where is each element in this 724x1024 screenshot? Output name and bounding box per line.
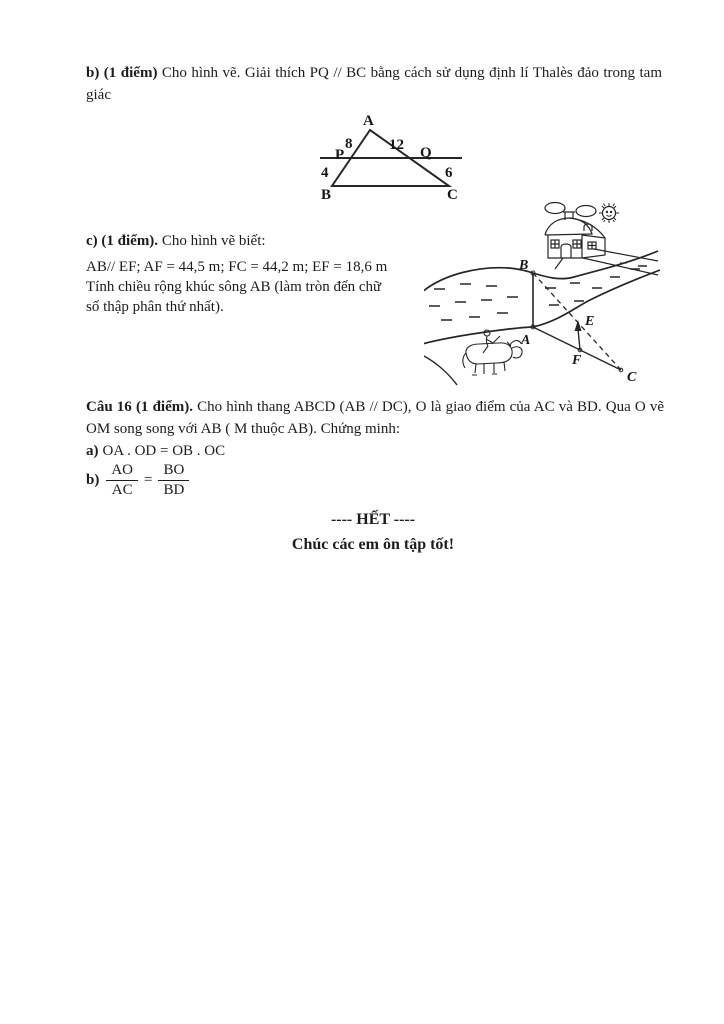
equals-sign: = [144, 472, 153, 488]
section-c-heading-rest: Cho hình vẽ biết: [158, 233, 266, 249]
section-c-line2: Tính chiều rộng khúc sông AB (làm tròn đến chữ [86, 279, 382, 295]
cau16-label: Câu 16 (1 điểm). [86, 399, 193, 415]
fraction2-numerator: BO [158, 462, 189, 481]
segment-fe [578, 329, 580, 350]
house-door [561, 244, 571, 258]
footer-het: ---- HẾT ---- [330, 511, 416, 528]
fraction1-denominator: AC [111, 482, 133, 498]
triangle-label-a: A [363, 113, 374, 129]
arrowhead-e [575, 320, 582, 331]
river-near-bank [424, 270, 660, 344]
triangle-figure [316, 108, 468, 202]
river-label-e: E [585, 314, 595, 329]
section-b-text: Cho hình vẽ. Giải thích PQ // BC bằng cách sử dụng định lí Thalès đảo trong tam giác [86, 65, 662, 103]
cloud [545, 203, 565, 214]
house-roof [545, 218, 592, 235]
sun-icon [599, 203, 619, 223]
cloud [576, 206, 596, 217]
fraction-ao-ac [106, 462, 138, 499]
river-label-b: B [519, 258, 529, 273]
part-a-text: OA . OD = OB . OC [102, 443, 226, 459]
footer-wish: Chúc các em ôn tập tốt! [291, 536, 455, 553]
part-a-label: a) [86, 443, 99, 459]
river-label-a: A [521, 333, 531, 348]
house-side-wall [582, 235, 605, 258]
triangle-label-b: B [321, 187, 332, 202]
section-b-label: b) (1 điểm) [86, 65, 158, 81]
fraction1-numerator: AO [106, 462, 138, 481]
triangle-label-q: Q [420, 145, 432, 161]
cau16-paragraph [86, 396, 664, 440]
part-b-label: b) [86, 472, 100, 488]
house-drawing [545, 203, 658, 276]
triangle-label-p: P [335, 147, 345, 163]
triangle-seg-ap: 8 [345, 136, 353, 152]
triangle-seg-qc: 6 [445, 165, 453, 181]
fraction-bo-bd [158, 462, 189, 499]
river-figure [424, 192, 660, 390]
buffalo-rider-drawing [463, 330, 522, 375]
cau16-part-b [86, 462, 189, 499]
river-far-bank [424, 251, 658, 292]
section-c-label: c) (1 điểm). [86, 233, 159, 249]
river-label-f: F [572, 353, 582, 368]
cau16-text: Cho hình thang ABCD (AB // DC), O là giao điểm của AC và BD. Qua O vẽ OM song song với AB ( M thuộc AB). Chứng minh: [86, 399, 665, 437]
triangle-seg-aq: 12 [389, 137, 404, 153]
triangle-seg-pb: 4 [321, 165, 329, 181]
section-b-paragraph [86, 62, 662, 106]
section-c-line1: AB// EF; AF = 44,5 m; FC = 44,2 m; EF = 18,6 m [86, 259, 388, 275]
cau16-part-a [86, 441, 225, 462]
section-c-line3: số thập phân thứ nhất). [86, 299, 224, 315]
river-label-c: C [627, 370, 637, 385]
section-c-heading [86, 231, 446, 251]
section-c-block [86, 231, 446, 317]
fraction2-denominator: BD [163, 482, 185, 498]
triangle-label-c: C [447, 187, 458, 202]
